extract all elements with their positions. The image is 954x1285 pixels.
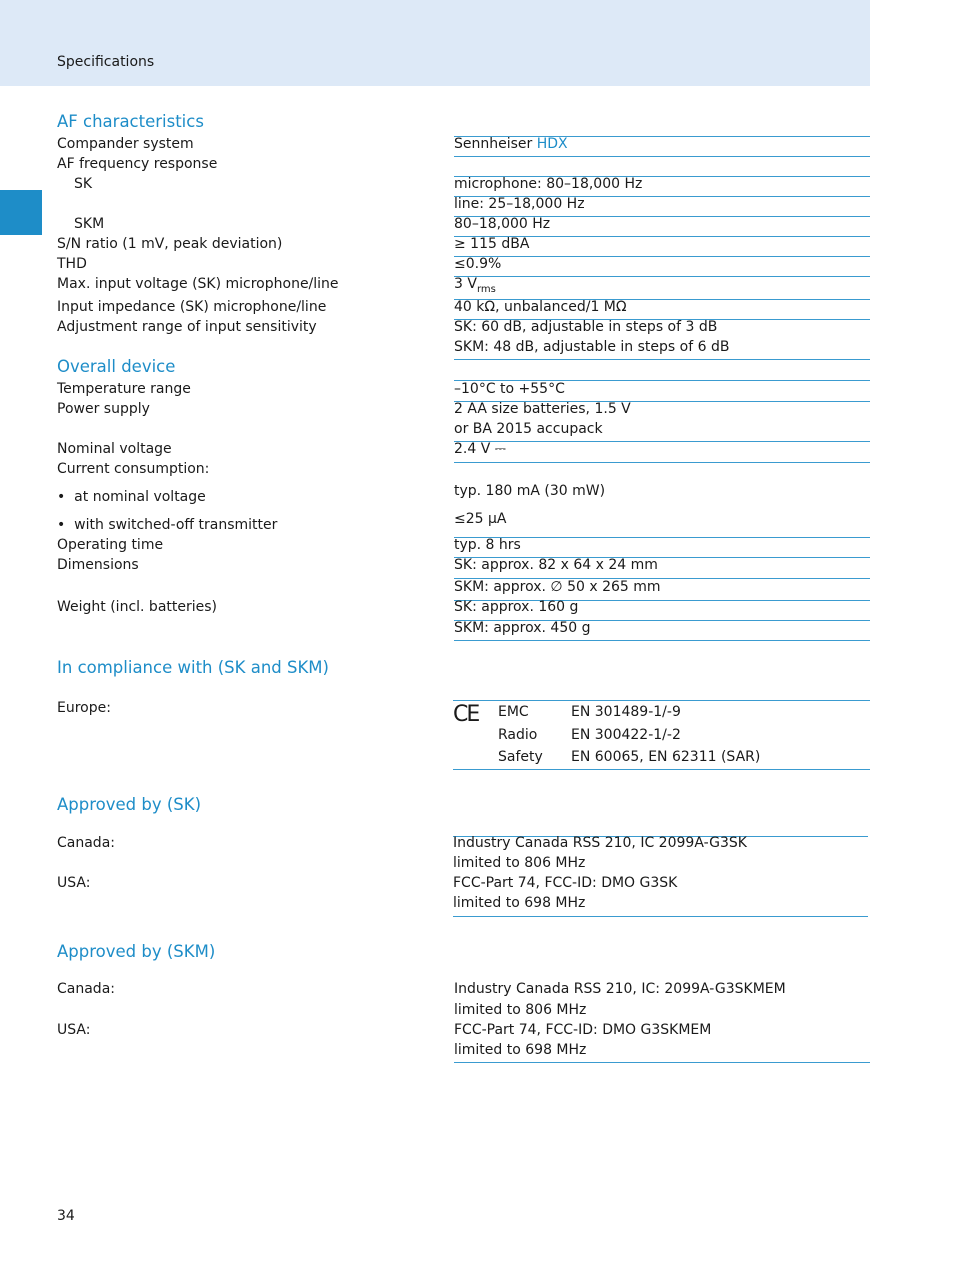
thd-label: THD [57, 256, 87, 272]
temp-value: –10°C to +55°C [454, 381, 565, 397]
compliance-radio-name: Radio [498, 727, 538, 743]
skm-usa-label: USA: [57, 1022, 91, 1038]
rule [454, 441, 870, 442]
compliance-safety-value: EN 60065, EN 62311 (SAR) [571, 749, 761, 765]
adj-skm-value: SKM: 48 dB, adjustable in steps of 6 dB [454, 339, 730, 355]
ce-mark-icon: CE [453, 702, 479, 727]
sn-label: S/N ratio (1 mV, peak deviation) [57, 236, 283, 252]
page-number: 34 [57, 1208, 75, 1224]
temp-label: Temperature range [57, 381, 191, 397]
sk-line-value: line: 25–18,000 Hz [454, 196, 585, 212]
sk-canada-label: Canada: [57, 835, 115, 851]
power-value-2: or BA 2015 accupack [454, 421, 603, 437]
dim-label: Dimensions [57, 557, 139, 573]
rule [453, 769, 870, 770]
sk-label: SK [74, 176, 93, 192]
nominal-label: Nominal voltage [57, 441, 172, 457]
header-band [0, 0, 870, 86]
bullet-2: • with switched-off transmitter [57, 517, 278, 533]
adj-label: Adjustment range of input sensitivity [57, 319, 317, 335]
chapter-tab-marker [0, 190, 42, 235]
section-title-overall: Overall device [57, 357, 176, 376]
rule [454, 359, 870, 360]
hdx-brand: HDX [536, 136, 568, 152]
sk-mic-value: microphone: 80–18,000 Hz [454, 176, 643, 192]
rule [453, 700, 870, 701]
optime-value: typ. 8 hrs [454, 537, 521, 553]
compander-label: Compander system [57, 136, 194, 152]
freq-label: AF frequency response [57, 156, 218, 172]
sk-usa-limit: limited to 698 MHz [453, 895, 586, 911]
power-value-1: 2 AA size batteries, 1.5 V [454, 401, 631, 417]
weight-sk-value: SK: approx. 160 g [454, 599, 579, 615]
imp-label: Input impedance (SK) microphone/line [57, 299, 327, 315]
skm-canada-label: Canada: [57, 981, 115, 997]
sn-value: ≥ 115 dBA [454, 236, 530, 252]
optime-label: Operating time [57, 537, 164, 553]
rule [454, 156, 870, 157]
section-title-approved-sk: Approved by (SK) [57, 795, 202, 814]
compliance-emc-name: EMC [498, 704, 529, 720]
compliance-safety-name: Safety [498, 749, 543, 765]
adj-sk-value: SK: 60 dB, adjustable in steps of 3 dB [454, 319, 718, 335]
bullet-1-value: typ. 180 mA (30 mW) [454, 483, 606, 499]
current-label: Current consumption: [57, 461, 210, 477]
header-title: Specifications [57, 54, 155, 70]
rule [454, 276, 870, 277]
europe-label: Europe: [57, 700, 111, 716]
power-label: Power supply [57, 401, 150, 417]
compliance-emc-value: EN 301489-1/-9 [571, 704, 681, 720]
imp-value: 40 kΩ, unbalanced/1 MΩ [454, 299, 627, 315]
skm-canada-value: Industry Canada RSS 210, IC: 2099A-G3SKMEM [454, 981, 786, 997]
sk-usa-value: FCC-Part 74, FCC-ID: DMO G3SK [453, 875, 678, 891]
rule [454, 462, 870, 463]
rule [454, 1062, 870, 1063]
skm-value: 80–18,000 Hz [454, 216, 551, 232]
bullet-2-value: ≤25 μA [454, 511, 507, 527]
section-title-approved-skm: Approved by (SKM) [57, 942, 216, 961]
weight-skm-value: SKM: approx. 450 g [454, 620, 591, 636]
rule [454, 256, 870, 257]
sk-canada-limit: limited to 806 MHz [453, 855, 586, 871]
rule [454, 640, 870, 641]
skm-usa-value: FCC-Part 74, FCC-ID: DMO G3SKMEM [454, 1022, 712, 1038]
skm-label: SKM [74, 216, 105, 232]
dim-sk-value: SK: approx. 82 x 64 x 24 mm [454, 557, 658, 573]
maxin-label: Max. input voltage (SK) microphone/line [57, 276, 339, 292]
section-title-af: AF characteristics [57, 112, 204, 131]
dim-skm-value: SKM: approx. ∅ 50 x 265 mm [454, 579, 661, 595]
nominal-value: 2.4 V ⎓ [454, 441, 506, 457]
section-title-compliance: In compliance with (SK and SKM) [57, 658, 329, 677]
compliance-radio-value: EN 300422-1/-2 [571, 727, 681, 743]
sk-canada-value: Industry Canada RSS 210, IC 2099A-G3SK [453, 835, 747, 851]
skm-usa-limit: limited to 698 MHz [454, 1042, 587, 1058]
compander-value: Sennheiser HDX [454, 136, 568, 152]
skm-canada-limit: limited to 806 MHz [454, 1002, 587, 1018]
rule [453, 916, 868, 917]
maxin-value: 3 $V_{rms}$ [454, 276, 496, 295]
thd-value: ≤0.9% [454, 256, 502, 272]
weight-label: Weight (incl. batteries) [57, 599, 218, 615]
sk-usa-label: USA: [57, 875, 91, 891]
bullet-1: • at nominal voltage [57, 489, 206, 505]
